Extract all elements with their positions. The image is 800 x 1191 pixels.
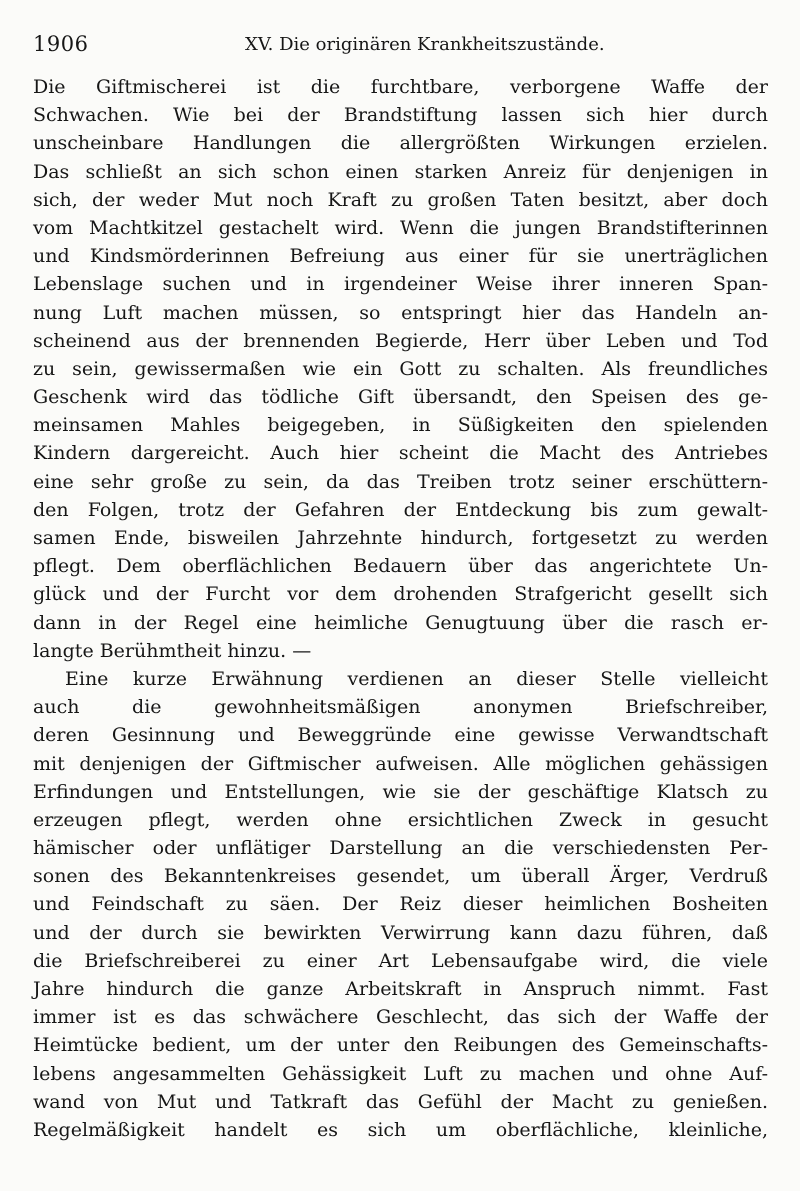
text-line: erzeugen pflegt, werden ohne ersichtlichen Zweck in gesucht xyxy=(33,808,768,831)
text-line: und Feindschaft zu säen. Der Reiz dieser heimlichen Bosheiten xyxy=(33,893,768,916)
text-line: sonen des Bekanntenkreises gesendet, um überall Ärger, Verdruß xyxy=(33,865,768,888)
text-line: Regelmäßigkeit handelt es sich um oberflächliche, kleinliche, xyxy=(33,1118,768,1141)
text-line: dann in der Regel eine heimliche Genugtuung über die rasch er- xyxy=(33,611,768,634)
text-line: Das schließt an sich schon einen starken Anreiz für denjenigen in xyxy=(33,160,768,183)
text-line: langte Berühmtheit hinzu. — xyxy=(33,639,312,662)
text-line: scheinend aus der brennenden Begierde, Herr über Leben und Tod xyxy=(33,329,768,352)
paragraph-poisoning xyxy=(33,73,768,665)
text-line: mit denjenigen der Giftmischer aufweisen. Alle möglichen gehässigen xyxy=(33,752,768,775)
text-line: wand von Mut und Tatkraft das Gefühl der Macht zu genießen. xyxy=(33,1090,768,1113)
text-line: nung Luft machen müssen, so entspringt hier das Handeln an- xyxy=(33,301,768,324)
text-line: Eine kurze Erwähnung verdienen an dieser Stelle vielleicht xyxy=(65,667,768,690)
text-line: zu sein, gewissermaßen wie ein Gott zu schalten. Als freundliches xyxy=(33,357,768,380)
text-line: Kindern dargereicht. Auch hier scheint die Macht des Antriebes xyxy=(33,442,768,465)
running-head: XV. Die originären Krankheitszustände. xyxy=(245,34,605,55)
text-line: lebens angesammelten Gehässigkeit Luft zu machen und ohne Auf- xyxy=(33,1062,768,1085)
text-line: deren Gesinnung und Beweggründe eine gewisse Verwandtschaft xyxy=(33,724,768,747)
text-line: immer ist es das schwächere Geschlecht, das sich der Waffe der xyxy=(33,1006,768,1029)
text-line: den Folgen, trotz der Gefahren der Entdeckung bis zum gewalt- xyxy=(33,498,768,521)
text-line: unscheinbare Handlungen die allergrößten Wirkungen erzielen. xyxy=(33,132,768,155)
text-line: glück und der Furcht vor dem drohenden Strafgericht gesellt sich xyxy=(33,583,768,606)
text-line: Heimtücke bedient, um der unter den Reibungen des Gemeinschafts- xyxy=(33,1034,768,1057)
text-line: sich, der weder Mut noch Kraft zu großen Taten besitzt, aber doch xyxy=(33,188,768,211)
page-number: 1906 xyxy=(33,32,89,56)
text-line: Schwachen. Wie bei der Brandstiftung lassen sich hier durch xyxy=(33,104,768,127)
text-line: samen Ende, bisweilen Jahrzehnte hindurch, fortgesetzt zu werden xyxy=(33,527,768,549)
page-header xyxy=(33,32,767,60)
text-line: Die Giftmischerei ist die furchtbare, verborgene Waffe der xyxy=(33,76,768,98)
text-line: Jahre hindurch die ganze Arbeitskraft in Anspruch nimmt. Fast xyxy=(33,978,768,1000)
text-line: auch die gewohnheitsmäßigen anonymen Briefschreiber, xyxy=(33,696,768,719)
text-line: und Kindsmörderinnen Befreiung aus einer für sie unerträglichen xyxy=(33,245,768,268)
text-line: pflegt. Dem oberflächlichen Bedauern über das angerichtete Un- xyxy=(33,555,768,578)
text-line: eine sehr große zu sein, da das Treiben trotz seiner erschüttern- xyxy=(33,470,768,493)
text-line: vom Machtkitzel gestachelt wird. Wenn die jungen Brandstifterinnen xyxy=(33,216,768,239)
text-line: meinsamen Mahles beigegeben, in Süßigkeiten den spielenden xyxy=(33,414,768,437)
text-line: Geschenk wird das tödliche Gift übersandt, den Speisen des ge- xyxy=(33,386,768,409)
text-line: und der durch sie bewirkten Verwirrung kann dazu führen, daß xyxy=(33,921,768,944)
paragraph-anonymous-letters xyxy=(33,665,768,1144)
text-line: Lebenslage suchen und in irgendeiner Weise ihrer inneren Span- xyxy=(33,273,768,296)
body-text xyxy=(33,73,768,1144)
text-line: die Briefschreiberei zu einer Art Lebensaufgabe wird, die viele xyxy=(33,949,768,972)
text-line: hämischer oder unflätiger Darstellung an die verschiedensten Per- xyxy=(33,837,768,860)
text-line: Erfindungen und Entstellungen, wie sie der geschäftige Klatsch zu xyxy=(33,780,768,803)
